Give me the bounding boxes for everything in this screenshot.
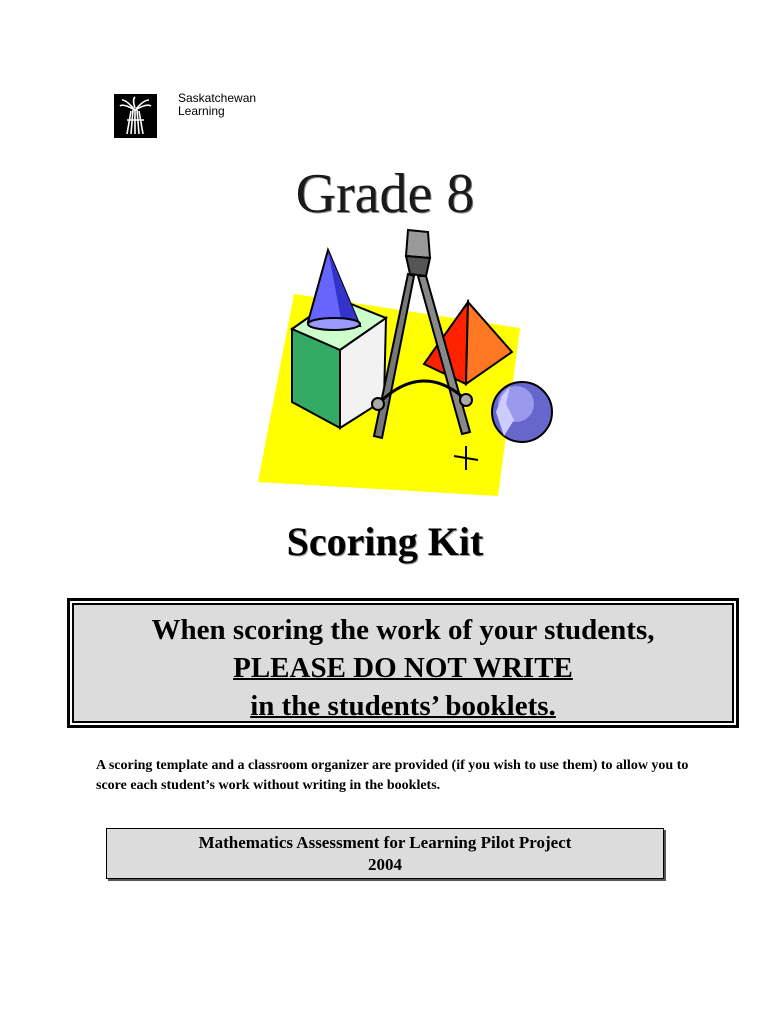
org-line-1: Saskatchewan (178, 91, 257, 105)
warning-box (67, 598, 739, 728)
scoring-note: A scoring template and a classroom organizer are provided (if you wish to use them) to allow you to score each student’s work without writing in the booklets. (96, 758, 689, 793)
geometry-clipart (258, 224, 558, 499)
warning-line-1: When scoring the work of your students, (151, 614, 655, 646)
warning-line-3: in the students’ booklets. (250, 690, 556, 722)
kit-subtitle: Scoring Kit (286, 519, 484, 564)
wheat-sheaf-icon (114, 94, 157, 138)
project-year: 2004 (368, 855, 402, 874)
project-box (106, 828, 664, 879)
org-line-2: Learning (178, 104, 225, 118)
page-title: Grade 8 (295, 163, 475, 225)
project-name: Mathematics Assessment for Learning Pilot Project (198, 833, 572, 852)
warning-line-2: PLEASE DO NOT WRITE (233, 652, 573, 684)
organization-name (178, 92, 256, 118)
